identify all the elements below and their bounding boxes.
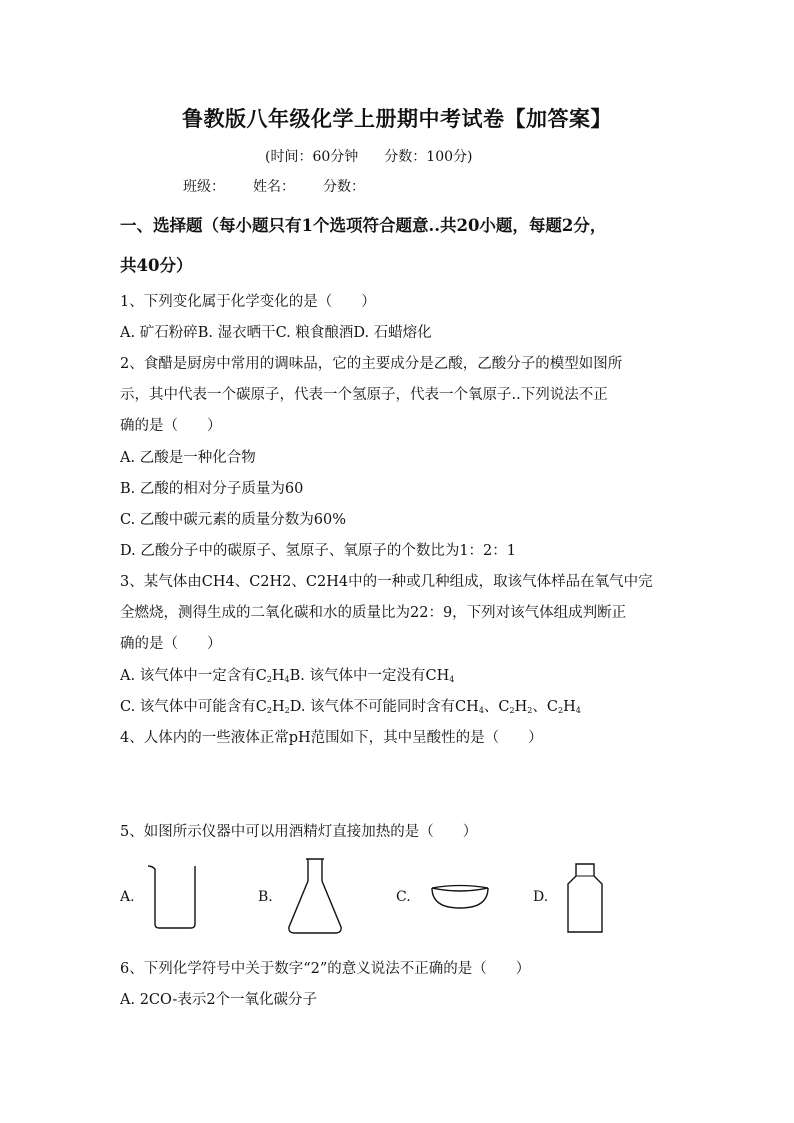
option-b-label: B.: [258, 889, 273, 905]
question-3-stem-cont: 全燃烧，测得生成的二氧化碳和水的质量比为22：9，下列对该气体组成判断正: [120, 605, 627, 621]
wide-mouth-bottle-icon: [560, 860, 610, 936]
question-3-stem-end: 确的是（ ）: [120, 636, 222, 652]
question-2-stem: 2、食醋是厨房中常用的调味品，它的主要成分是乙酸，乙酸分子的模型如图所: [120, 356, 623, 372]
question-2-option-b: B. 乙酸的相对分子质量为60: [120, 481, 304, 497]
question-6-option-a: A. 2CO-表示2个一氧化碳分子: [120, 992, 318, 1008]
score-label: 分数：: [323, 179, 365, 195]
question-3-options-cd: C. 该气体中可能含有$C_2H_2D$. 该气体不可能同时含有$CH_4$、$C_2H_2$、$C_2H_4$: [120, 699, 581, 715]
class-label: 班级：: [183, 179, 225, 195]
exam-subtitle: [265, 146, 498, 166]
exam-total-score: 分数：100分): [384, 149, 473, 165]
beaker-icon: [145, 860, 205, 932]
question-1-stem: 1、下列变化属于化学变化的是（ ）: [120, 294, 376, 310]
question-6-stem: 6、下列化学符号中关于数字“2”的意义说法不正确的是（ ）: [120, 961, 531, 977]
question-2-option-c: C. 乙酸中碳元素的质量分数为60%: [120, 512, 347, 528]
option-c-label: C.: [396, 889, 411, 905]
question-2-stem-cont: 示，其中代表一个碳原子，代表一个氢原子，代表一个氧原子..下列说法不正: [120, 387, 608, 403]
student-info-line: [183, 176, 393, 196]
evaporating-dish-icon: [428, 880, 492, 912]
question-5-stem: 5、如图所示仪器中可以用酒精灯直接加热的是（ ）: [120, 824, 478, 840]
question-4-stem: 4、人体内的一些液体正常pH范围如下，其中呈酸性的是（ ）: [120, 730, 543, 746]
exam-time: (时间：60分钟: [265, 149, 359, 165]
question-1-options: A. 矿石粉碎B. 湿衣晒干C. 粮食酿酒D. 石蜡熔化: [120, 325, 432, 341]
question-3-options-ab: A. 该气体中一定含有$C_2H_4B$. 该气体中一定没有$CH_4$: [120, 668, 455, 684]
question-2-option-a: A. 乙酸是一种化合物: [120, 450, 256, 466]
page-title: 鲁教版八年级化学上册期中考试卷【加答案】: [182, 106, 612, 131]
question-2-stem-end: 确的是（ ）: [120, 418, 222, 434]
option-d-label: D.: [533, 889, 549, 905]
option-a-label: A.: [120, 889, 135, 905]
question-3-stem: 3、某气体由CH4、C2H2、C2H4中的一种或几种组成，取该气体样品在氧气中完: [120, 574, 653, 590]
section-heading: 一、选择题（每小题只有1个选项符合题意..共20小题，每题2分，: [120, 216, 607, 235]
section-heading-cont: 共40分）: [120, 256, 193, 275]
question-2-option-d: D. 乙酸分子中的碳原子、氢原子、氧原子的个数比为1：2：1: [120, 543, 517, 559]
conical-flask-icon: [285, 855, 345, 937]
name-label: 姓名：: [253, 179, 295, 195]
